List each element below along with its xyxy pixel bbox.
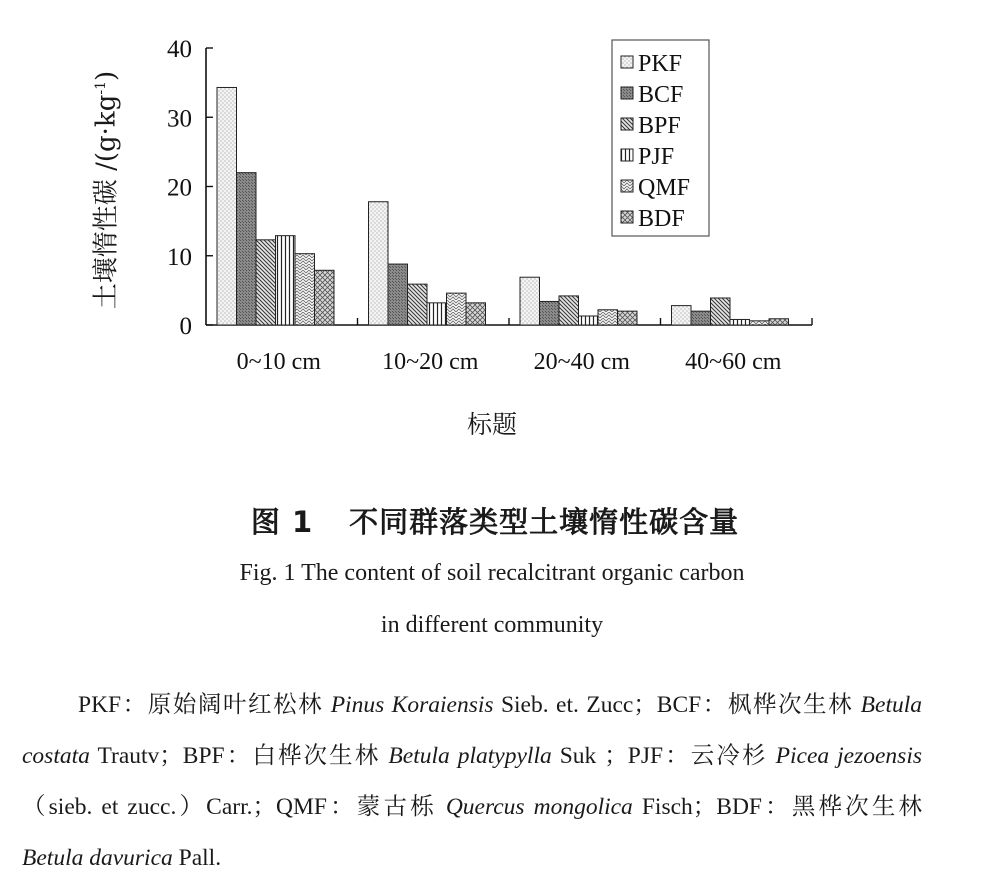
legend-label-bcf: BCF [638,82,684,108]
bar-bpf-2 [408,284,428,325]
bar-pjf-4 [730,319,750,325]
bar-bcf-4 [691,311,711,325]
bar-bpf-1 [256,240,276,325]
legend-label-bdf: BDF [638,206,685,232]
bar-pjf-1 [276,236,296,325]
figure-title-zh: 不同群落类型土壤惰性碳含量 [349,505,740,539]
figure-number: 图 1 [250,505,314,539]
bar-chart [0,0,984,440]
y-tick-label: 30 [167,105,192,133]
bar-bdf-3 [618,311,638,325]
legend-label-pjf: PJF [638,144,675,170]
x-tick-label: 0~10 cm [236,349,321,375]
bar-pjf-2 [427,303,447,325]
bar-pkf-4 [672,306,692,325]
bar-bpf-3 [559,296,579,325]
bar-bcf-2 [388,264,408,325]
figure-caption-zh [0,500,984,541]
bar-bpf-4 [711,298,731,325]
legend-label-pkf: PKF [638,51,683,77]
figure-caption-en-line1: Fig. 1 The content of soil recalcitrant organic carbon [239,560,745,586]
bar-qmf-3 [598,310,618,325]
legend-swatch-qmf [621,180,633,192]
y-tick-label: 10 [167,243,192,271]
legend-swatch-bdf [621,211,633,223]
legend-swatch-bpf [621,118,633,130]
figure-caption-en-line2: in different community [380,612,604,638]
x-tick-label: 10~20 cm [382,349,479,375]
y-axis-label: 土壤惰性碳 $/(g\cdot kg^{-1})$ [91,70,122,310]
bar-bcf-1 [237,173,257,325]
bar-pkf-3 [520,277,540,325]
x-tick-label: 40~60 cm [685,349,782,375]
bar-pkf-2 [369,202,389,325]
bar-bcf-3 [540,301,560,325]
x-tick-label: 20~40 cm [533,349,630,375]
y-tick-label: 40 [167,36,192,63]
bar-bdf-2 [466,303,486,325]
legend-swatch-pkf [621,56,633,68]
y-tick-label: 20 [167,174,192,202]
figure-note: PKF：原始阔叶红松林 Pinus Koraiensis Sieb. et. Zucc；BCF：枫桦次生林 Betula costata Trautv；BPF：白桦次生林 Betula platypylla Suk ；PJF：云冷杉 Picea jezoensis（sieb. et zucc.）Carr.；QMF：蒙古栎 Quercus mongolica Fisch；BDF：黑桦次生林 Betula davurica Pall. [22,692,922,871]
x-axis-title: 标题 [466,410,517,439]
bar-pjf-3 [579,316,599,325]
bar-qmf-2 [447,293,467,325]
bar-qmf-4 [750,321,770,325]
legend-swatch-bcf [621,87,633,99]
bar-pkf-1 [217,87,237,325]
legend-label-qmf: QMF [638,175,691,201]
legend-label-bpf: BPF [638,113,681,139]
bar-bdf-1 [315,270,335,325]
y-tick-label: 0 [179,313,192,340]
legend-swatch-pjf [621,149,633,161]
bar-bdf-4 [769,319,789,325]
bar-qmf-1 [295,254,315,325]
